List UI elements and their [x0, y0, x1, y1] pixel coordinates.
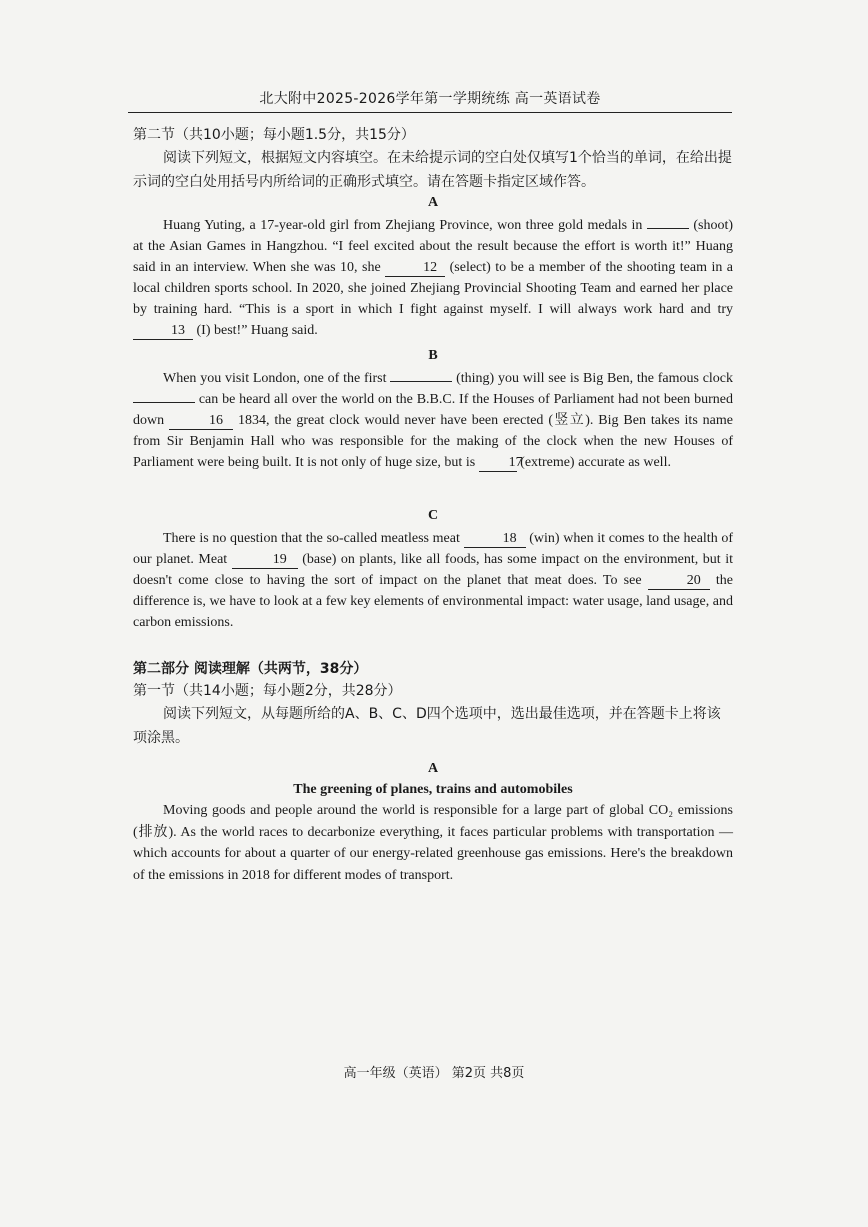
part2-block — [133, 658, 733, 886]
blank-11[interactable] — [647, 228, 689, 229]
passage-a — [133, 192, 733, 341]
passage-a-p2: (shoot) at the Asian Games in Hangzhou. “I feel excited about the result because the effort is worth it!” Huang said in an interview. When she was 10, she — [133, 218, 734, 275]
part2-passage-a-heading: A — [427, 761, 439, 776]
passage-a-p4: (I) best!” Huang said. — [196, 323, 318, 338]
passage-a-text — [133, 215, 733, 341]
passage-b-p4: 1834, the great clock would never have been erected (竖立). Big Ben takes its name from Sir Benjamin Hall who was responsible for the making of the clock when the new Houses of Parliament were being built. It is not only of huge size, but is — [133, 413, 733, 470]
blank-20[interactable]: 20 — [648, 573, 710, 590]
blank-15[interactable] — [133, 402, 195, 403]
passage-a-p3: (select) to be a member of the shooting team in a local children sports school. In 2020, she joined Zhejiang Provincial Shooting Team and earned her place by training hard. “This is a sport in which I fight against myself. I will always work hard and try — [133, 260, 734, 317]
passage-c-p3: (base) on plants, like all foods, has some impact on the environment, but it doesn't come close to having the sort of impact on the planet that meat does. To see — [133, 552, 733, 588]
part2-passage-a-title: The greening of planes, trains and automobiles — [293, 782, 573, 797]
passage-b — [133, 345, 733, 473]
blank-16[interactable]: 16 — [169, 413, 233, 430]
passage-b-p2: (thing) you will see is Big Ben, the famous clock — [456, 371, 734, 386]
passage-b-p3: can be heard all over the world on the B.B.C. If the Houses of Parliament had not been burned down — [133, 392, 733, 428]
part2-title: 第二部分 阅读理解（共两节，38分） — [133, 661, 368, 677]
part2-passage-a-text: Moving goods and people around the world is responsible for a large part of global CO₂ emissions (排放). As the world races to decarbonize everything, it faces particular problems with transportation — which accounts for about a quarter of our energy-related greenhouse gas emissions. Here's the breakdown of the emissions in 2018 for different modes of transport. — [133, 803, 733, 883]
passage-c-p1: There is no question that the so-called meatless meat — [163, 531, 460, 546]
blank-12[interactable]: 12 — [385, 260, 445, 277]
section2-instruction: 阅读下列短文，根据短文内容填空。在未给提示词的空白处仅填写1个恰当的单词，在给出提示词的空白处用括号内所给词的正确形式填空。请在答题卡指定区域作答。 — [133, 150, 732, 190]
blank-19[interactable]: 19 — [232, 552, 298, 569]
passage-b-heading: B — [428, 348, 438, 363]
part2-instruction: 阅读下列短文，从每题所给的A、B、C、D四个选项中，选出最佳选项，并在答题卡上将该项涂黑。 — [133, 706, 721, 746]
passage-b-p1: When you visit London, one of the first — [163, 371, 387, 386]
blank-18[interactable]: 18 — [464, 531, 526, 548]
part2-section1-title: 第一节（共14小题；每小题2分，共28分） — [133, 683, 402, 699]
passage-c — [133, 505, 733, 633]
passage-a-p1: Huang Yuting, a 17-year-old girl from Zhejiang Province, won three gold medals in — [163, 218, 643, 233]
passage-b-text — [133, 368, 733, 473]
blank-17[interactable]: 17 — [479, 455, 517, 472]
passage-a-heading: A — [427, 195, 439, 210]
passage-c-p2: (win) when it comes to the health of our planet. Meat — [133, 531, 734, 567]
blank-14[interactable] — [390, 381, 452, 382]
section2-block — [133, 124, 733, 194]
page-header: 北大附中2025-2026学年第一学期统练 高一英语试卷 — [128, 88, 732, 113]
blank-13[interactable]: 13 — [133, 323, 193, 340]
section2-title: 第二节（共10小题；每小题1.5分，共15分） — [133, 127, 415, 143]
passage-c-heading: C — [427, 508, 439, 523]
passage-c-p4: the difference is, we have to look at a few key elements of environmental impact: water usage, land usage, and carbon emissions. — [133, 573, 734, 630]
passage-c-text — [133, 528, 733, 633]
passage-b-p5: (extreme) accurate as well. — [520, 455, 671, 470]
page-footer: 高一年级（英语） 第2页 共8页 — [343, 1066, 525, 1081]
